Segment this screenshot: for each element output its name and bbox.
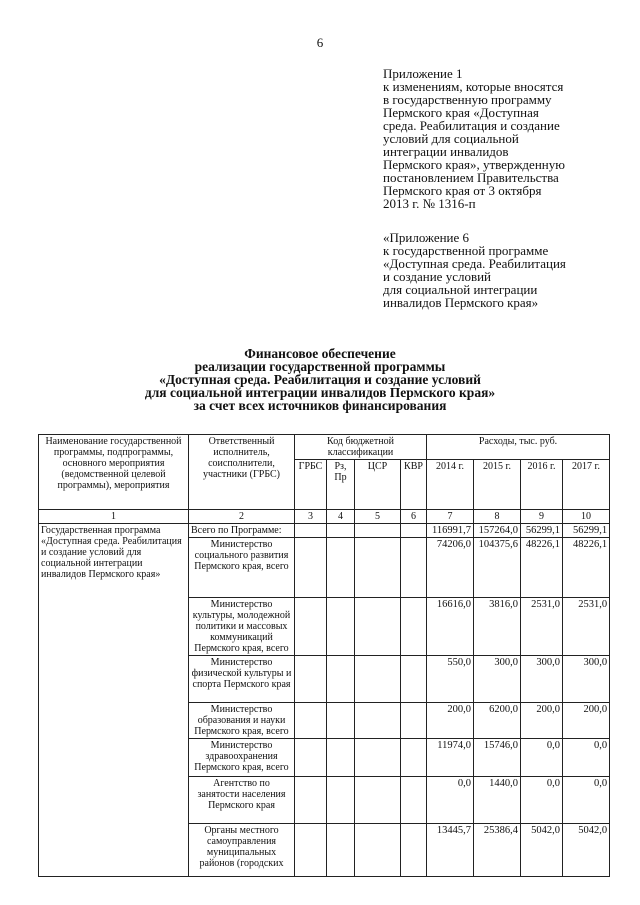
code-cell	[327, 824, 355, 877]
appendix-1-line: Приложение 1	[383, 66, 463, 81]
appendix-1-line: постановлением Правительства	[383, 170, 559, 185]
header-kvr: КВР	[401, 460, 427, 510]
code-cell	[295, 703, 327, 739]
title-line: реализации государственной программы	[194, 359, 446, 374]
code-cell	[401, 598, 427, 656]
value-v2017: 200,0	[563, 703, 610, 739]
code-cell	[401, 703, 427, 739]
value-v2014: 200,0	[427, 703, 474, 739]
participant-cell: Министерство социального развития Пермского края, всего	[189, 538, 295, 598]
appendix-1-line: к изменениям, которые вносятся	[383, 79, 564, 94]
column-number-1: 1	[39, 510, 189, 524]
appendix-1-line: интеграции инвалидов	[383, 144, 509, 159]
value-v2015: 157264,0	[474, 524, 521, 538]
value-v2015: 3816,0	[474, 598, 521, 656]
column-number-10: 10	[563, 510, 610, 524]
code-cell	[355, 524, 401, 538]
header-csr: ЦСР	[355, 460, 401, 510]
code-cell	[327, 777, 355, 824]
header-2014: 2014 г.	[427, 460, 474, 510]
participant-cell: Агентство по занятости населения Пермского края	[189, 777, 295, 824]
value-v2015: 1440,0	[474, 777, 521, 824]
value-v2017: 5042,0	[563, 824, 610, 877]
participant-cell: Всего по Программе:	[189, 524, 295, 538]
participant-cell: Министерство физической культуры и спорта Пермского края	[189, 656, 295, 703]
header-2017: 2017 г.	[563, 460, 610, 510]
code-cell	[327, 656, 355, 703]
appendix-6-line: к государственной программе	[383, 243, 549, 258]
value-v2015: 104375,6	[474, 538, 521, 598]
column-number-7: 7	[427, 510, 474, 524]
header-2016: 2016 г.	[521, 460, 563, 510]
appendix-1-line: Пермского края», утвержденную	[383, 157, 565, 172]
header-grbs: ГРБС	[295, 460, 327, 510]
column-number-8: 8	[474, 510, 521, 524]
code-cell	[295, 524, 327, 538]
value-v2016: 0,0	[521, 739, 563, 777]
header-name: Наименование государственной программы, подпрограммы, основного мероприятия (ведомственной целевой программы), мероприятия	[39, 435, 189, 510]
header-rz-pr: Рз, Пр	[327, 460, 355, 510]
code-cell	[355, 824, 401, 877]
value-v2015: 6200,0	[474, 703, 521, 739]
program-name-cell: Государственная программа «Доступная среда. Реабилитация и создание условий для социальной интеграции инвалидов Пермского края»	[39, 524, 189, 877]
code-cell	[401, 777, 427, 824]
value-v2016: 5042,0	[521, 824, 563, 877]
participant-cell: Министерство культуры, молодежной политики и массовых коммуникаций Пермского края, всего	[189, 598, 295, 656]
appendix-1-line: среда. Реабилитация и создание	[383, 118, 560, 133]
appendix-1-line: Пермского края «Доступная	[383, 105, 539, 120]
value-v2016: 300,0	[521, 656, 563, 703]
title-line: «Доступная среда. Реабилитация и создание условий	[159, 372, 481, 387]
document-title	[0, 347, 640, 412]
code-cell	[295, 824, 327, 877]
value-v2014: 550,0	[427, 656, 474, 703]
column-number-3: 3	[295, 510, 327, 524]
column-number-5: 5	[355, 510, 401, 524]
title-line: для социальной интеграции инвалидов Пермского края»	[144, 385, 496, 400]
appendix-6-line: «Доступная среда. Реабилитация	[383, 256, 566, 271]
title-line: Финансовое обеспечение	[244, 346, 396, 361]
value-v2014: 11974,0	[427, 739, 474, 777]
appendix-6-line: и создание условий	[383, 269, 492, 284]
code-cell	[327, 598, 355, 656]
value-v2015: 15746,0	[474, 739, 521, 777]
value-v2015: 25386,4	[474, 824, 521, 877]
value-v2017: 300,0	[563, 656, 610, 703]
code-cell	[355, 777, 401, 824]
appendix-1-line: в государственную программу	[383, 92, 552, 107]
value-v2017: 2531,0	[563, 598, 610, 656]
code-cell	[355, 598, 401, 656]
code-cell	[295, 777, 327, 824]
code-cell	[401, 739, 427, 777]
code-cell	[401, 656, 427, 703]
value-v2014: 16616,0	[427, 598, 474, 656]
appendix-6-line: для социальной интеграции	[383, 282, 538, 297]
code-cell	[355, 538, 401, 598]
header-budget-code: Код бюджетной классификации	[295, 435, 427, 460]
code-cell	[295, 656, 327, 703]
value-v2017: 56299,1	[563, 524, 610, 538]
code-cell	[295, 598, 327, 656]
value-v2016: 56299,1	[521, 524, 563, 538]
code-cell	[295, 739, 327, 777]
appendix-6-line: «Приложение 6	[383, 230, 470, 245]
value-v2014: 74206,0	[427, 538, 474, 598]
value-v2016: 0,0	[521, 777, 563, 824]
value-v2016: 200,0	[521, 703, 563, 739]
participant-cell: Министерство здравоохранения Пермского края, всего	[189, 739, 295, 777]
header-expenses: Расходы, тыс. руб.	[427, 435, 610, 460]
value-v2014: 13445,7	[427, 824, 474, 877]
value-v2014: 0,0	[427, 777, 474, 824]
appendix-1-line: условий для социальной	[383, 131, 519, 146]
appendix-1-line: 2013 г. № 1316-п	[383, 196, 476, 211]
value-v2017: 0,0	[563, 739, 610, 777]
value-v2015: 300,0	[474, 656, 521, 703]
code-cell	[327, 524, 355, 538]
value-v2017: 48226,1	[563, 538, 610, 598]
title-line: за счет всех источников финансирования	[193, 398, 447, 413]
code-cell	[355, 703, 401, 739]
value-v2014: 116991,7	[427, 524, 474, 538]
column-number-2: 2	[189, 510, 295, 524]
value-v2016: 48226,1	[521, 538, 563, 598]
page-number: 6	[316, 35, 324, 50]
code-cell	[401, 524, 427, 538]
header-2015: 2015 г.	[474, 460, 521, 510]
code-cell	[295, 538, 327, 598]
financing-table-main	[38, 434, 610, 877]
code-cell	[327, 538, 355, 598]
column-number-6: 6	[401, 510, 427, 524]
code-cell	[401, 538, 427, 598]
column-number-4: 4	[327, 510, 355, 524]
code-cell	[401, 824, 427, 877]
appendix-1-block	[383, 67, 565, 210]
participant-cell: Министерство образования и науки Пермского края, всего	[189, 703, 295, 739]
value-v2016: 2531,0	[521, 598, 563, 656]
appendix-6-block	[383, 231, 566, 309]
column-number-9: 9	[521, 510, 563, 524]
code-cell	[355, 739, 401, 777]
header-executor: Ответственный исполнитель, соисполнители, участники (ГРБС)	[189, 435, 295, 510]
appendix-6-line: инвалидов Пермского края»	[383, 295, 539, 310]
value-v2017: 0,0	[563, 777, 610, 824]
appendix-1-line: Пермского края от 3 октября	[383, 183, 542, 198]
participant-cell: Органы местного самоуправления муниципальных районов (городских	[189, 824, 295, 877]
code-cell	[327, 703, 355, 739]
table-row	[39, 524, 610, 538]
code-cell	[327, 739, 355, 777]
code-cell	[355, 656, 401, 703]
